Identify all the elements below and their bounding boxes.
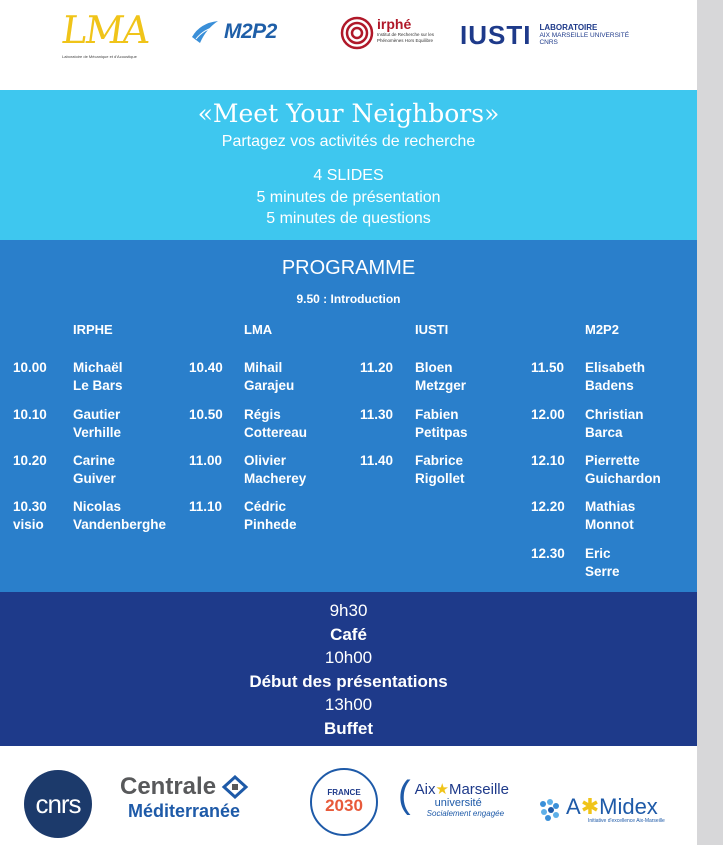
speaker-last-name: Petitpas [415,425,468,440]
column-header-irphe: IRPHE [73,322,113,337]
amidex-logo-tagline: Initiative d'excellence Aix-Marseille [588,818,665,824]
programme-introduction: 9.50 : Introduction [296,292,401,306]
speaker-first-name: Elisabeth [585,360,646,375]
speaker-last-name: Pinhede [244,517,297,532]
france-logo-text: FRANCE [327,788,361,797]
speaker-first-name: Fabien [415,407,459,422]
slot-time: 10.00 [13,360,47,375]
schedule-event-buffet: Buffet [323,718,374,738]
speaker-first-name: Christian [585,407,644,422]
schedule-time-presentations: 10h00 [324,648,373,667]
slot-speaker [73,498,166,534]
speaker-first-name: Olivier [244,453,287,468]
iusti-logo-text: IUSTI [460,19,532,50]
slot-speaker [73,452,116,488]
slot-time: 11.40 [360,453,394,468]
speaker-last-name: Garajeu [244,378,295,393]
slot-speaker [73,359,123,395]
slot-time: 12.10 [531,453,565,468]
mediterranee-logo-text: Méditerranée [128,801,241,821]
presentation-duration: 5 minutes de présentation [256,188,441,206]
iusti-logo-label: LABORATOIRE [539,23,598,32]
speaker-first-name: Gautier [73,407,121,422]
header-logos [0,0,697,90]
questions-duration: 5 minutes de questions [266,210,431,227]
speaker-first-name: Carine [73,453,116,468]
slot-speaker [585,545,620,581]
column-header-lma: LMA [244,322,273,337]
irphe-spiral-icon [340,16,374,50]
speaker-last-name: Verhille [73,425,122,440]
slot-time-value: 10.30 [13,499,47,514]
speaker-last-name: Barca [585,425,623,440]
slot-speaker [73,406,121,442]
lma-logo [58,8,157,65]
slot-time: 11.00 [189,453,223,468]
slot-speaker [585,452,661,488]
aix-marseille-universite-logo: ( Aix★Marseille université Socialement engagée [398,774,509,818]
amu-logo-marseille: Marseille [448,781,509,798]
centrale-star-icon [220,775,250,799]
slot-speaker [585,498,635,534]
speaker-last-name: Rigollet [415,471,465,486]
scrollbar[interactable] [697,0,723,845]
speaker-last-name: Badens [585,378,634,393]
france-2030-text: 2030 [325,796,363,815]
m2p2-logo [190,16,300,48]
programme-title: PROGRAMME [281,257,416,279]
speaker-first-name: Régis [244,407,281,422]
centrale-mediterranee-logo [120,774,280,824]
speaker-first-name: Mihail [244,360,283,375]
slot-time: 10.40 [189,360,223,375]
amidex-logo-a: A [566,794,581,819]
slot-speaker [244,452,306,488]
speaker-last-name: Macherey [244,471,307,486]
slot-time [13,498,47,534]
slot-speaker [585,406,644,442]
irphe-logo [340,16,450,56]
schedule-time-buffet: 13h00 [324,695,373,714]
slot-time-note: visio [13,517,44,532]
lma-logo-text: LMA [58,8,151,52]
slot-speaker [244,359,294,395]
speaker-last-name: Serre [585,564,620,579]
slot-time: 12.20 [531,499,565,514]
amu-logo-tagline: Socialement engagée [426,809,505,818]
schedule-event-coffee: Café [330,624,367,644]
speaker-first-name: Cédric [244,499,287,514]
footer-logos [0,746,697,845]
slot-time: 12.30 [531,546,565,561]
slot-time: 11.20 [360,360,394,375]
slot-time: 12.00 [531,407,565,422]
france-2030-logo [310,768,378,836]
event-subtitle: Partagez vos activités de recherche [221,133,476,150]
schedule-event-presentations: Début des présentations [249,671,448,691]
amidex-logo-midex: Midex [599,794,658,819]
iusti-logo-university: AIX MARSEILLE UNIVERSITÉ [539,32,630,39]
cnrs-logo [24,770,92,838]
slot-speaker [244,406,307,442]
speaker-last-name: Cottereau [244,425,308,440]
speaker-last-name: Le Bars [73,378,123,393]
amidex-logo: A✱Midex Initiative d'excellence Aix-Marseille [538,790,668,830]
amidex-dots-icon [538,798,560,822]
amu-logo-aix: Aix [414,781,436,798]
irphe-logo-subtitle: Institut de Recherche sur les Phénomènes Hors Equilibre [377,32,435,43]
programme-band [0,240,697,592]
slot-time: 11.30 [360,407,394,422]
irphe-logo-text: irphé [377,16,412,32]
slot-time: 10.10 [13,407,47,422]
slot-speaker [415,359,466,395]
slot-speaker [415,406,468,442]
column-header-iusti: IUSTI [415,322,449,337]
speaker-first-name: Michaël [73,360,123,375]
speaker-last-name: Vandenberghe [73,517,167,532]
schedule-time-coffee: 9h30 [329,601,368,620]
m2p2-wave-icon [190,19,220,45]
amu-logo-universite: université [434,797,482,809]
slot-time: 11.50 [531,360,565,375]
intro-band [0,90,697,240]
centrale-logo-text: Centrale [120,773,217,800]
speaker-first-name: Mathias [585,499,636,514]
speaker-last-name: Guichardon [585,471,661,486]
speaker-last-name: Metzger [415,378,467,393]
iusti-logo [460,18,640,52]
slot-time: 10.20 [13,453,47,468]
lma-logo-subtitle: Laboratoire de Mécanique et d'Acoustique [62,54,137,59]
column-header-m2p2: M2P2 [585,322,619,337]
slot-speaker [585,359,645,395]
slot-time: 10.50 [189,407,223,422]
event-title: «Meet Your Neighbors» [197,99,500,128]
iusti-logo-cnrs: CNRS [539,39,558,46]
speaker-first-name: Bloen [415,360,453,375]
speaker-first-name: Fabrice [415,453,464,468]
slot-speaker [244,498,297,534]
schedule-band [0,592,697,746]
cnrs-logo-text: cnrs [35,788,81,819]
speaker-last-name: Guiver [73,471,116,486]
speaker-first-name: Nicolas [73,499,122,514]
speaker-last-name: Monnot [585,517,634,532]
speaker-first-name: Eric [585,546,611,561]
m2p2-logo-text: M2P2 [224,20,277,43]
slot-speaker [415,452,465,488]
speaker-first-name: Pierrette [585,453,640,468]
slot-time: 11.10 [189,499,223,514]
slides-count: 4 SLIDES [313,167,384,184]
